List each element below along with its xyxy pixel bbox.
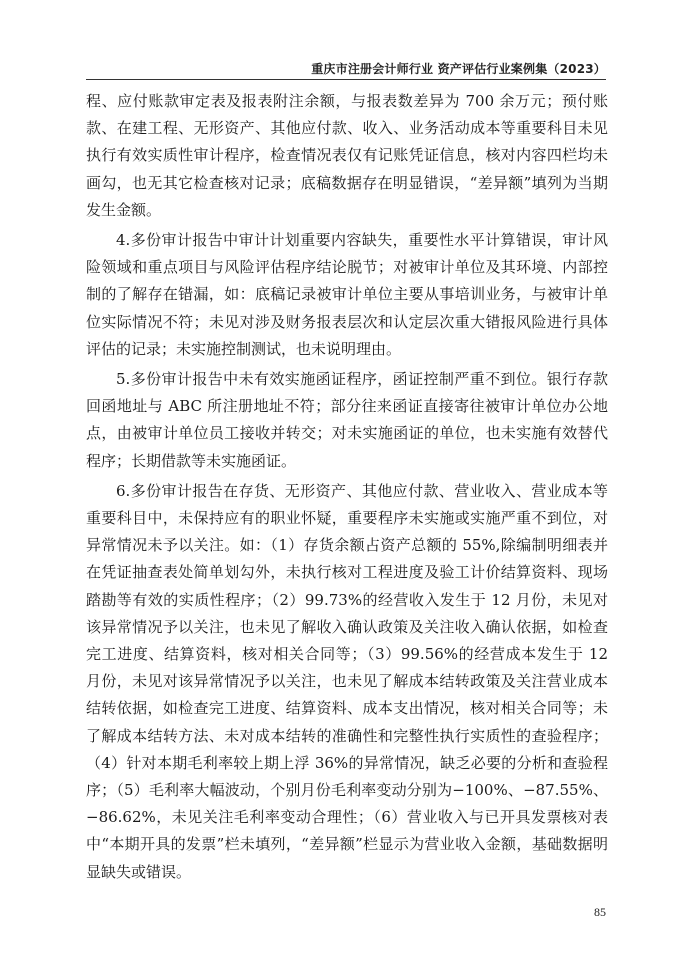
header-rule (86, 79, 606, 80)
page-number: 85 (594, 905, 606, 919)
paragraph-item-4: 4.多份审计报告中审计计划重要内容缺失，重要性水平计算错误，审计风险领域和重点项目与风险评估程序结论脱节；对被审计单位及其环境、内部控制的了解存在错漏，如：底稿记录被审计单位主要从事培训业务，与被审计单位实际情况不符；未见对涉及财务报表层次和认定层次重大错报风险进行具体评估的记录；未实施控制测试，也未说明理由。 (86, 231, 608, 358)
body-text (86, 88, 608, 886)
paragraph-continuation: 程、应付账款审定表及报表附注余额，与报表数差异为 700 余万元；预付账款、在建工程、无形资产、其他应付款、收入、业务活动成本等重要科目未见执行有效实质性审计程序，检查情况表仅有记账凭证信息，核对内容四栏均未画勾，也无其它检查核对记录；底稿数据存在明显错误，“差异额”填列为当期发生金额。 (86, 92, 608, 219)
running-header-title: 重庆市注册会计师行业 资产评估行业案例集（2023） (311, 62, 606, 76)
paragraph-item-5: 5.多份审计报告中未有效实施函证程序，函证控制严重不到位。银行存款回函地址与 ABC 所注册地址不符；部分往来函证直接寄往被审计单位办公地点，由被审计单位员工接收并转交；对未实施函证的单位，也未实施有效替代程序；长期借款等未实施函证。 (86, 370, 608, 470)
paragraph-item-6: 6.多份审计报告在存货、无形资产、其他应付款、营业收入、营业成本等重要科目中，未保持应有的职业怀疑，重要程序未实施或实施严重不到位，对异常情况未予以关注。如：（1）存货余额占资产总额的 55%,除编制明细表并在凭证抽查表处简单划勾外，未执行核对工程进度及验工计价结算资料、现场踏勘等有效的实质性程序；（2）99.73%的经营收入发生于 12 月份，未见对该异常情况予以关注，也未见了解收入确认政策及关注收入确认依据，如检查完工进度、结算资料，核对相关合同等；（3）99.56%的经营成本发生于 12 月份，未见对该异常情况予以关注，也未见了解成本结转政策及关注营业成本结转依据，如检查完工进度、结算资料、成本支出情况，核对相关合同等；未了解成本结转方法、未对成本结转的准确性和完整性执行实质性的查验程序；（4）针对本期毛利率较上期上浮 36%的异常情况，缺乏必要的分析和查验程序；（5）毛利率大幅波动，个别月份毛利率变动分别为−100%、−87.55%、−86.62%，未见关注毛利率变动合理性；（6）营业收入与已开具发票核对表中“本期开具的发票”栏未填列，“差异额”栏显示为营业收入金额，基础数据明显缺失或错误。 (86, 481, 608, 881)
